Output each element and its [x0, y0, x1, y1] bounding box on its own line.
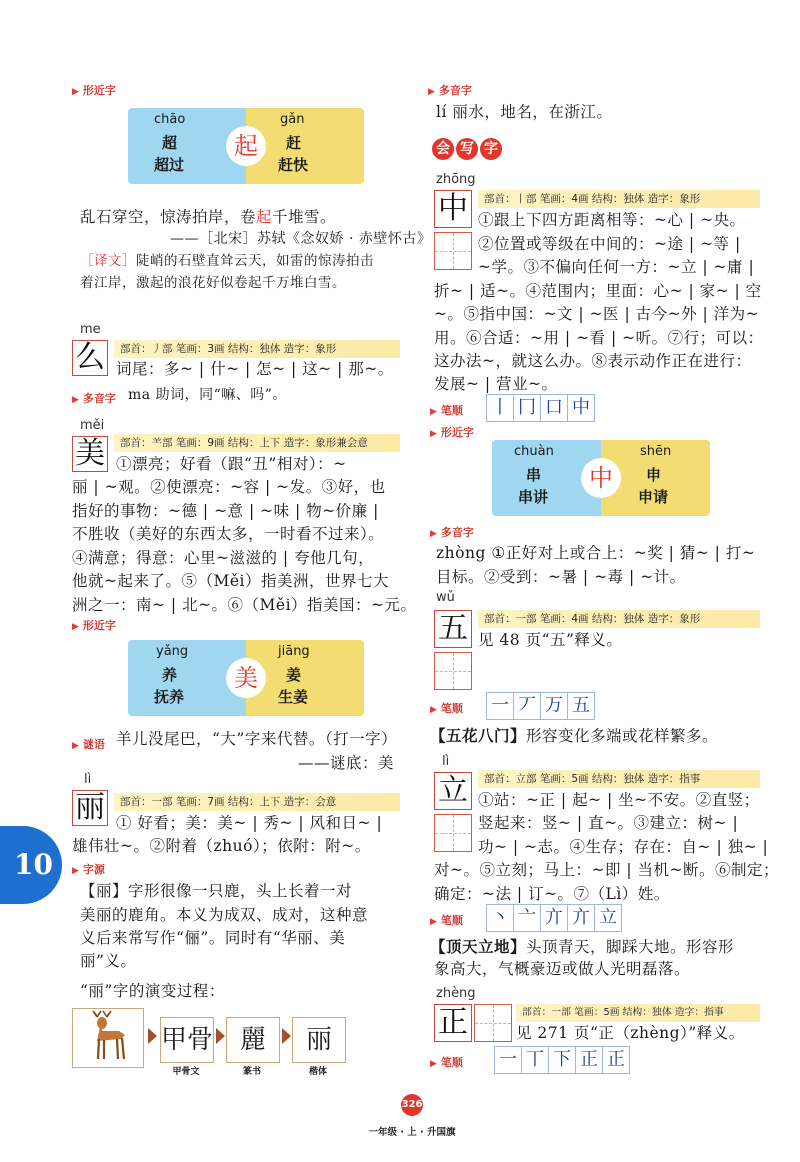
definition-line: ~。⑤指中国：~文 | ~医 | 古今~外 | 洋为~: [434, 305, 760, 323]
poem-translation-2: 着江岸，激起的浪花好似卷起千万堆白雪。: [80, 275, 346, 291]
section-label-xingjin: ▶ 形近字: [72, 84, 116, 97]
char-box-me: 么: [72, 340, 108, 376]
char-meta: 部首：⺷部 笔画：9画 结构：上下 造字：象形兼会意: [114, 434, 400, 452]
definition-line: 指好的事物：~德 | ~意 | ~味 | 物~价廉 |: [72, 502, 379, 520]
evolution-arrow: [148, 1028, 157, 1044]
definition-line: ①跟上下四方距离相等：~心 | ~央。: [478, 211, 746, 229]
section-label-duoyin: ▶ 多音字: [72, 392, 116, 405]
section-label-bishun: ▶ 笔顺: [430, 404, 463, 417]
definition-line: 折~ | 适~。④范围内；里面：心~ | 家~ | 空: [434, 282, 762, 300]
definition-line: 对~。⑤立刻；马上：~即 | 当机~断。⑥制定；: [434, 861, 780, 879]
definition-line: 雄伟壮~。②附着（zhuó）；依附：附~。: [72, 837, 371, 855]
pinyin-zheng: zhèng: [436, 986, 476, 1001]
definition: 见 271 页“正（zhèng）”释义。: [516, 1024, 745, 1042]
evolution-label: 甲骨文: [172, 1067, 200, 1077]
oracle-bone-char: 甲骨: [160, 1017, 214, 1063]
definition-line: ①漂亮；好看（跟“丑”相对）：~: [116, 455, 347, 473]
definition-line: 功~ | ~志。④生存；存在：自~ | 独~ |: [478, 838, 769, 856]
pinyin: chuàn: [514, 444, 554, 459]
section-label-bishun: ▶ 笔顺: [430, 914, 463, 927]
poem-translation: ［译文］陡峭的石壁直耸云天，如雷的惊涛拍击: [80, 253, 374, 269]
writing-grid: [434, 652, 472, 690]
seal-script-char: 麗: [226, 1017, 280, 1063]
char-box-zheng: 正: [434, 1004, 472, 1042]
definition-line: ~学。③不偏向任何一方：~立 | ~庸 |: [478, 258, 755, 276]
pinyin: yǎng: [156, 644, 189, 659]
poem-line: 乱石穿空，惊涛拍岸，卷起千堆雪。: [80, 208, 337, 226]
char: 姜: [286, 666, 302, 684]
char-box-zhong: 中: [434, 190, 472, 228]
definition-line: 竖起来：竖~ | 直~。③建立：树~ |: [478, 814, 739, 832]
section-label-xingjin: ▶ 形近字: [72, 619, 116, 632]
char: 申: [646, 466, 662, 484]
char: 超: [162, 134, 178, 152]
char-meta: 部首：一部 笔画：4画 结构：独体 造字：象形: [478, 610, 760, 628]
definition-line: 不胜收（美好的东西太多，一时看不过来）。: [72, 525, 385, 543]
word: 申请: [638, 488, 669, 506]
riddle-answer: ——谜底：美: [298, 754, 395, 772]
stroke-order: 丶 亠 亣 亣 立: [486, 904, 622, 932]
char-meta: 部首：丨部 笔画：4画 结构：独体 造字：象形: [478, 190, 760, 208]
section-label-bishun: ▶ 笔顺: [430, 1056, 463, 1069]
evolution-label: 篆书: [242, 1067, 261, 1077]
pinyin: shēn: [640, 444, 672, 459]
deer-illustration: [72, 1008, 144, 1068]
riddle-text: 羊儿没尾巴，“大”字来代替。（打一字）: [116, 730, 398, 748]
stroke-order: 丨 冂 口 中: [486, 394, 595, 422]
polyphone: ma 助词，同“嘛、吗”。: [128, 387, 287, 403]
pinyin-wu: wǔ: [436, 590, 455, 605]
stroke-order: 一 丆 万 五: [486, 692, 595, 720]
char: 养: [162, 666, 178, 684]
unit-tab: 10: [0, 826, 62, 904]
word: 赶快: [278, 156, 309, 174]
writing-grid: [434, 814, 472, 852]
char-meta: 部首：一部 笔画：5画 结构：独体 造字：指事: [516, 1004, 760, 1022]
center-char: 起: [226, 126, 266, 166]
definition-line: ②位置或等级在中间的：~途 | ~等 |: [478, 235, 741, 253]
definition-line: 用。⑥合适：~用 | ~看 | ~听。⑦行；可以：: [434, 329, 764, 347]
evolution-label: 楷体: [308, 1067, 327, 1077]
pinyin-me: me: [80, 322, 101, 337]
similar-chars-yang: [128, 640, 364, 716]
regular-script-char: 丽: [292, 1017, 346, 1063]
definition-line: 洲之一：南~ | 北~。⑥（Měi）指美国：~元。: [72, 596, 417, 614]
idiom-cont: 象高大，气概豪迈或做人光明磊落。: [434, 960, 691, 978]
writing-grid: [434, 232, 472, 270]
char-meta: 部首：一部 笔画：7画 结构：上下 造字：会意: [114, 793, 400, 811]
book-title: 一年级 · 上 · 升国旗: [368, 1127, 456, 1138]
char: 串: [526, 466, 542, 484]
page-number: 326: [401, 1094, 423, 1116]
definition-line: ①站：~正 | 起~ | 坐~不安。②直竖；: [478, 791, 760, 809]
char-box-li-stand: 立: [434, 772, 472, 810]
idiom: 【五花八门】形容变化多端或花样繁多。: [430, 726, 719, 745]
etymology-line: 美丽的鹿角。本义为成双、成对，这种意: [80, 906, 369, 924]
section-label-xingjin: ▶ 形近字: [430, 426, 474, 439]
definition-line: ④满意；得意：心里~滋滋的 | 夸他几句，: [72, 549, 375, 567]
center-char: 中: [581, 458, 621, 498]
evolution-arrow: [282, 1028, 291, 1044]
center-char: 美: [226, 658, 266, 698]
word: 抚养: [154, 688, 185, 706]
section-label-bishun: ▶ 笔顺: [430, 702, 463, 715]
pinyin-li: lì: [84, 772, 92, 787]
section-label-duoyin: ▶ 多音字: [428, 84, 472, 97]
pinyin: jiāng: [278, 644, 310, 659]
definition-line: 这办法~，就这么办。⑧表示动作正在进行：: [434, 352, 752, 370]
stroke-order: 一 丅 下 正 正: [494, 1046, 630, 1074]
definition-line: 他就~起来了。⑤（Měi）指美洲，世界七大: [72, 572, 389, 590]
word: 串讲: [518, 488, 549, 506]
definition-line: 丽 | ~观。②使漂亮：~容 | ~发。③好，也: [72, 478, 386, 496]
definition-line: 发展~ | 营业~。: [434, 375, 558, 393]
definition-line: 确定：~法 | 订~。⑦（Lì）姓。: [434, 885, 670, 903]
section-label-miyu: ▶ 谜语: [72, 738, 105, 751]
polyphone: lí 丽水，地名，在浙江。: [436, 103, 613, 121]
char-meta: 部首：丿部 笔画：3画 结构：独体 造字：象形: [114, 340, 400, 358]
word: 生姜: [278, 688, 309, 706]
idiom: 【顶天立地】头顶青天，脚踩大地。形容形: [430, 937, 735, 956]
section-label-duoyin: ▶ 多音字: [430, 526, 474, 539]
definition: 词尾：多~ | 什~ | 怎~ | 这~ | 那~。: [116, 360, 394, 378]
poem-source: ——［北宋］苏轼《念奴娇 · 赤壁怀古》: [170, 231, 432, 247]
evolution-arrow: [216, 1028, 225, 1044]
pinyin-li-stand: lì: [442, 754, 450, 769]
char-box-li: 丽: [72, 790, 108, 826]
polyphone: zhòng ①正好对上或合上：~奖 | 猜~ | 打~: [436, 544, 756, 562]
polyphone: 目标。②受到：~暑 | ~毒 | ~计。: [436, 568, 686, 586]
pinyin: chāo: [154, 112, 186, 127]
evolution-title: “丽”字的演变过程：: [80, 982, 225, 1000]
pinyin-zhong: zhōng: [436, 172, 476, 187]
section-badge-huixiezi: 会 写 字: [432, 138, 502, 160]
section-label-ziyuan: ▶ 字源: [72, 863, 105, 876]
definition: 见 48 页“五”释义。: [478, 631, 623, 649]
char-meta: 部首：立部 笔画：5画 结构：独体 造字：指事: [478, 770, 760, 788]
definition-line: ① 好看；美：美~ | 秀~ | 风和日~ |: [116, 814, 383, 832]
char-box-wu: 五: [434, 610, 472, 648]
pinyin: gǎn: [280, 112, 305, 127]
etymology-line: 义后来常写作“俪”。同时有“华丽、美: [80, 929, 346, 947]
writing-grid: [474, 1004, 512, 1042]
similar-chars-chuan: [492, 440, 710, 516]
char: 赶: [286, 134, 302, 152]
etymology-line: 丽”义。: [80, 952, 137, 970]
word: 超过: [154, 156, 185, 174]
char-box-mei: 美: [72, 436, 108, 472]
similar-chars-chao: [128, 108, 364, 184]
pinyin-mei: měi: [80, 418, 105, 433]
etymology-line: 【丽】字形很像一只鹿，头上长着一对: [80, 882, 353, 900]
